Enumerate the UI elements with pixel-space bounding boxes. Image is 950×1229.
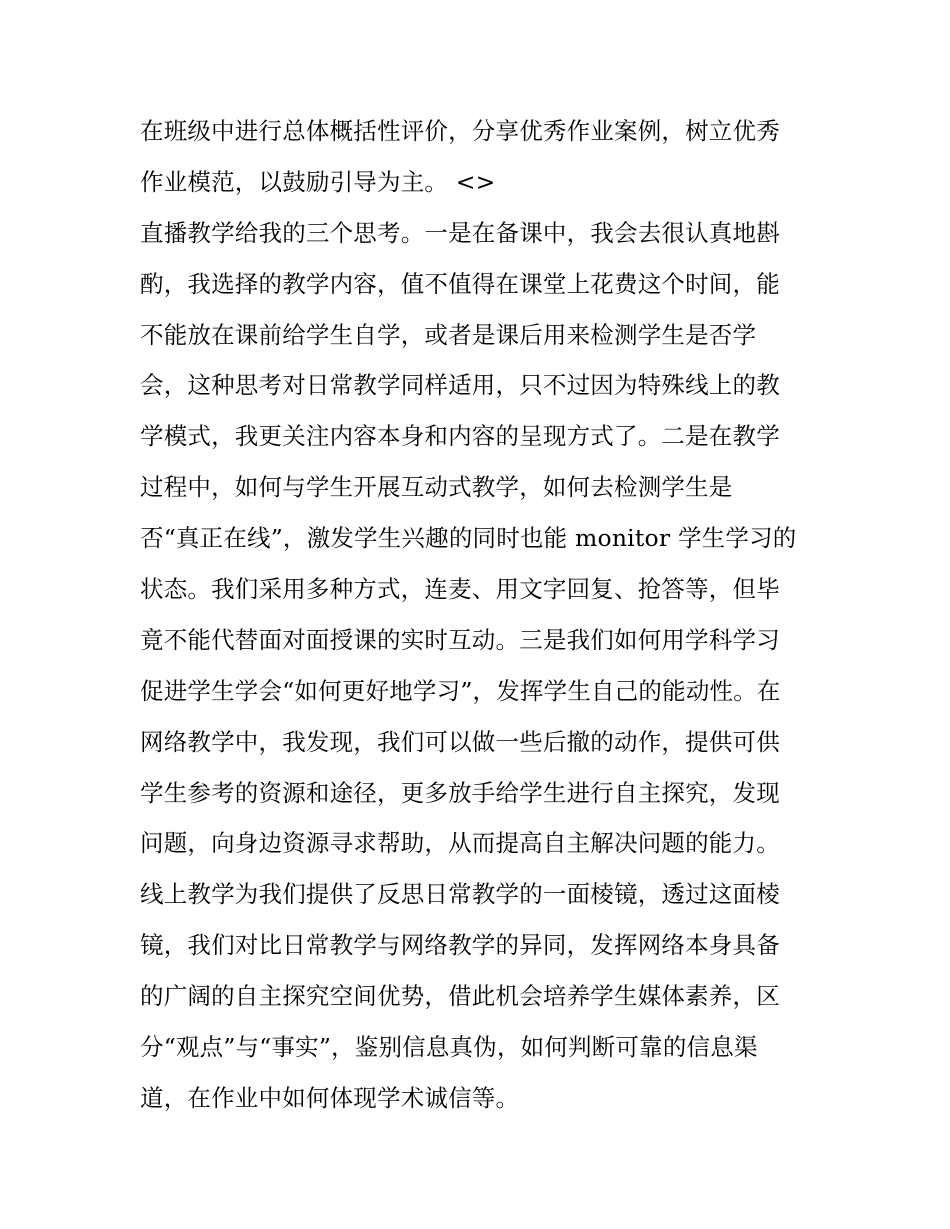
text-line: 网络教学中，我发现，我们可以做一些后撤的动作，提供可供 (140, 727, 780, 756)
text-line: 不能放在课前给学生自学，或者是课后用来检测学生是否学 (140, 320, 757, 349)
text-line: 的广阔的自主探究空间优势，借此机会培养学生媒体素养，区 (140, 982, 780, 1011)
text-line: 在班级中进行总体概括性评价，分享优秀作业案例，树立优秀 (140, 117, 780, 145)
text-line: 学生参考的资源和途径，更多放手给学生进行自主探究，发现 (140, 778, 780, 807)
text-line: 分“观点”与“事实”，鉴别信息真伪，如何判断可靠的信息渠 (140, 1033, 758, 1062)
text-line: 竟不能代替面对面授课的实时互动。三是我们如何用学科学习 (140, 625, 780, 654)
text-line: 作业模范，以鼓励引导为主。 <> (140, 167, 496, 196)
text-line: 直播教学给我的三个思考。一是在备课中，我会去很认真地斟 (140, 218, 780, 247)
text-line: 道，在作业中如何体现学术诚信等。 (140, 1083, 520, 1112)
text-line: 否“真正在线”，激发学生兴趣的同时也能 monitor 学生学习的 (140, 524, 797, 553)
text-line: 状态。我们采用多种方式，连麦、用文字回复、抢答等，但毕 (140, 575, 780, 604)
text-line: 促进学生学会“如何更好地学习”，发挥学生自己的能动性。在 (140, 676, 781, 705)
text-line: 线上教学为我们提供了反思日常教学的一面棱镜，透过这面棱 (140, 880, 780, 909)
text-line: 学模式，我更关注内容本身和内容的呈现方式了。二是在教学 (140, 422, 780, 451)
body-text (140, 106, 820, 1124)
text-line: 镜，我们对比日常教学与网络教学的异同，发挥网络本身具备 (140, 931, 780, 960)
text-line: 酌，我选择的教学内容，值不值得在课堂上花费这个时间，能 (140, 269, 780, 298)
text-line: 问题，向身边资源寻求帮助，从而提高自主解决问题的能力。 (140, 829, 780, 858)
text-line: 会，这种思考对日常教学同样适用，只不过因为特殊线上的教 (140, 371, 780, 400)
text-line: 过程中，如何与学生开展互动式教学，如何去检测学生是 (140, 473, 733, 502)
